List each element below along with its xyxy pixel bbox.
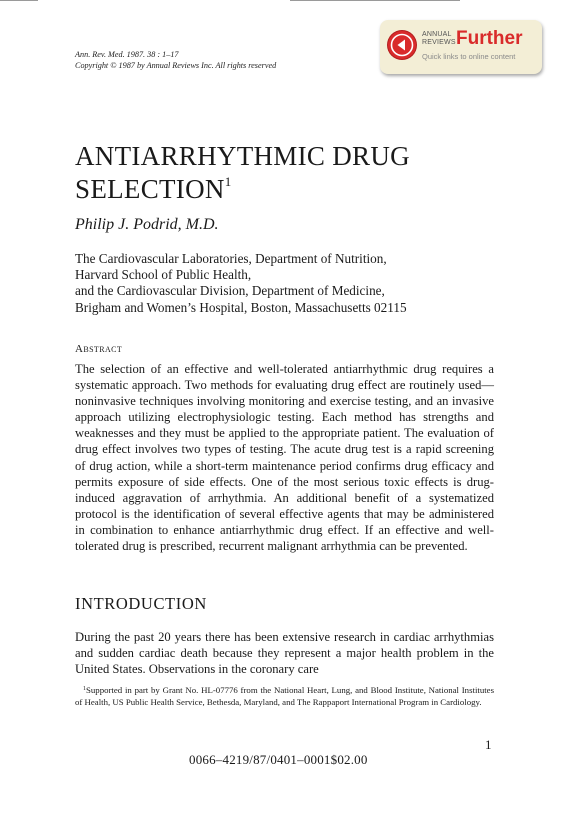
article-title: [75, 140, 495, 206]
introduction-heading: INTRODUCTION: [75, 594, 207, 613]
footnote: [75, 685, 494, 709]
badge-quick-links: Quick links to online content: [422, 52, 516, 61]
affiliation-line: Brigham and Women’s Hospital, Boston, Massachusetts 02115: [75, 299, 407, 315]
footnote-text: Supported in part by Grant No. HL-07776 from the National Heart, Lung, and Blood Institute, National Institutes of Health, US Public Health Service, Bethesda, Maryland, and The Rappaport International Program in Cardiology.: [75, 685, 494, 707]
abstract-heading: Abstract: [75, 343, 123, 355]
footnote-mark: 1: [83, 686, 86, 692]
top-rule-right: [290, 0, 460, 1]
introduction-text: During the past 20 years there has been extensive research in cardiac arrhythmias and sudden cardiac death because they represent a major health problem in the United States. Observations in the coronary care: [75, 630, 494, 677]
affiliation-line: The Cardiovascular Laboratories, Department of Nutrition,: [75, 251, 387, 266]
abstract-text: The selection of an effective and well-tolerated antiarrhythmic drug requires a systematic approach. Two methods for evaluating drug effect are routinely used—noninvasive techniques involving monitoring and exercise testing, and an invasive approach utilizing electrophysiologic testing. Each method has strengths and weaknesses and they must be applied to the appropriate patient. The evaluation of drug effect involves two types of testing. The acute drug test is a rapid screening of drug action, while a short-term maintenance period confirms drug efficacy and permits exposure of side effects. One of the most serious toxic effects is drug-induced aggravation of arrhythmia. An additional benefit of a systematized protocol is the identification of several effective agents that may be administered in combination to enhance antiarrhythmic drug effect. If an effective and well-tolerated drug is prescribed, recurrent malignant arrhythmia can be prevented.: [75, 362, 494, 554]
title-footnote-mark: 1: [224, 174, 232, 189]
top-rule-left: [0, 0, 38, 1]
page-number: 1: [485, 737, 492, 752]
title-line-1: ANTIARRHYTHMIC DRUG: [75, 141, 410, 171]
document-code: 0066–4219/87/0401–0001$02.00: [189, 752, 368, 767]
badge-further-label: Further: [456, 28, 523, 49]
title-line-2: SELECTION: [75, 174, 225, 204]
affiliation-line: Harvard School of Public Health,: [75, 267, 252, 283]
left-arrow-circle-icon: [388, 31, 416, 59]
further-badge[interactable]: [380, 20, 542, 74]
author-name: Philip J. Podrid, M.D.: [75, 216, 219, 233]
affiliation-line: and the Cardiovascular Division, Department of Medicine,: [75, 283, 385, 299]
badge-annual-reviews: ANNUAL REVIEWS: [422, 31, 456, 46]
journal-copyright: Copyright © 1987 by Annual Reviews Inc. All rights reserved: [75, 60, 277, 70]
journal-header: [75, 50, 365, 71]
journal-citation: Ann. Rev. Med. 1987. 38 : 1–17: [75, 50, 179, 59]
affiliation: [75, 251, 495, 316]
